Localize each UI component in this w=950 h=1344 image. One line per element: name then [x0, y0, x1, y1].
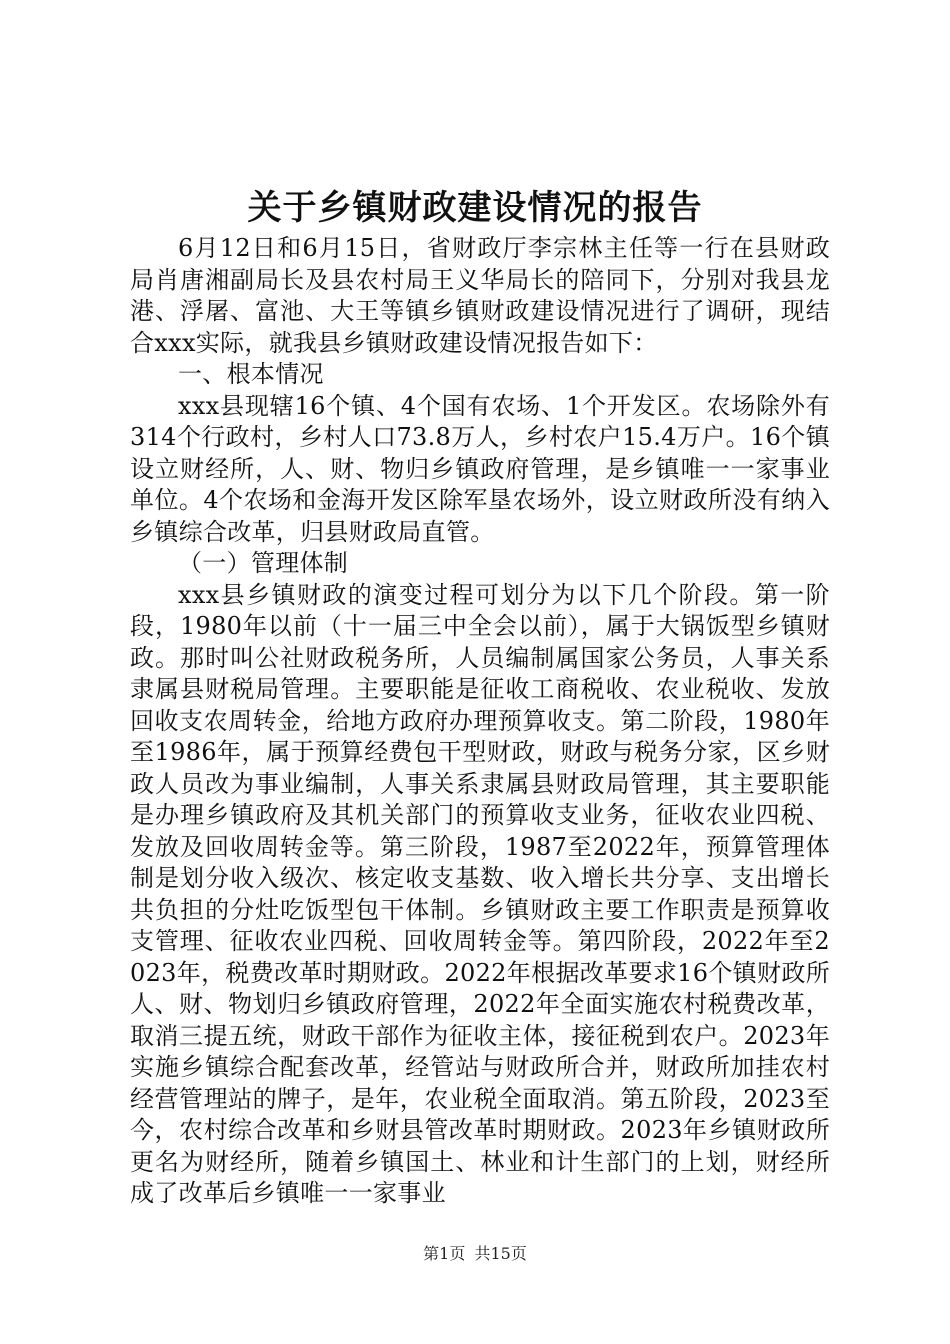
section-heading-basic-situation: 一、根本情况: [178, 360, 324, 388]
basic-situation-paragraph: xxx县现辖16个镇、4个国有农场、1个开发区。农场除外有314个行政村，乡村人口73.8万人，乡村农户15.4万户。16个镇设立财经所，人、财、物归乡镇政府管理，是乡镇唯一一家事业单位。4个农场和金海开发区除军垦农场外，设立财政所没有纳入乡镇综合改革，归县财政局直管。: [130, 391, 830, 546]
page-footer: [0, 1242, 950, 1266]
intro-paragraph: 6月12日和6月15日，省财政厅李宗林主任等一行在县财政局肖唐湘副局长及县农村局王义华局长的陪同下，分别对我县龙港、浮屠、富池、大王等镇乡镇财政建设情况进行了调研，现结合xxx实际，就我县乡镇财政建设情况报告如下：: [130, 234, 830, 357]
document-title: 关于乡镇财政建设情况的报告: [247, 188, 703, 228]
page-number: 第1页: [423, 1244, 466, 1263]
subsection-heading-management-system: （一）管理体制: [178, 549, 349, 577]
total-pages: 共15页: [474, 1244, 527, 1263]
document-body: [130, 233, 830, 1210]
management-system-paragraph: xxx县乡镇财政的演变过程可划分为以下几个阶段。第一阶段，1980年以前（十一届三中全会以前），属于大锅饭型乡镇财政。那时叫公社财政税务所，人员编制属国家公务员，人事关系隶属县财税局管理。主要职能是征收工商税收、农业税收、发放回收支农周转金，给地方政府办理预算收支。第二阶段，1980年至1986年，属于预算经费包干型财政，财政与税务分家，区乡财政人员改为事业编制，人事关系隶属县财政局管理，其主要职能是办理乡镇政府及其机关部门的预算收支业务，征收农业四税、发放及回收周转金等。第三阶段，1987至2022年，预算管理体制是划分收入级次、核定收支基数、收入增长共分享、支出增长共负担的分灶吃饭型包干体制。乡镇财政主要工作职责是预算收支管理、征收农业四税、回收周转金等。第四阶段，2022年至2023年，税费改革时期财政。2022年根据改革要求16个镇财政所人、财、物划归乡镇政府管理，2022年全面实施农村税费改革，取消三提五统，财政干部作为征收主体，接征税到农户。2023年实施乡镇综合配套改革，经管站与财政所合并，财政所加挂农村经营管理站的牌子，是年，农业税全面取消。第五阶段，2023至今，农村综合改革和乡财县管改革时期财政。2023年乡镇财政所更名为财经所，随着乡镇国土、林业和计生部门的上划，财经所成了改革后乡镇唯一一家事业: [130, 580, 830, 1207]
